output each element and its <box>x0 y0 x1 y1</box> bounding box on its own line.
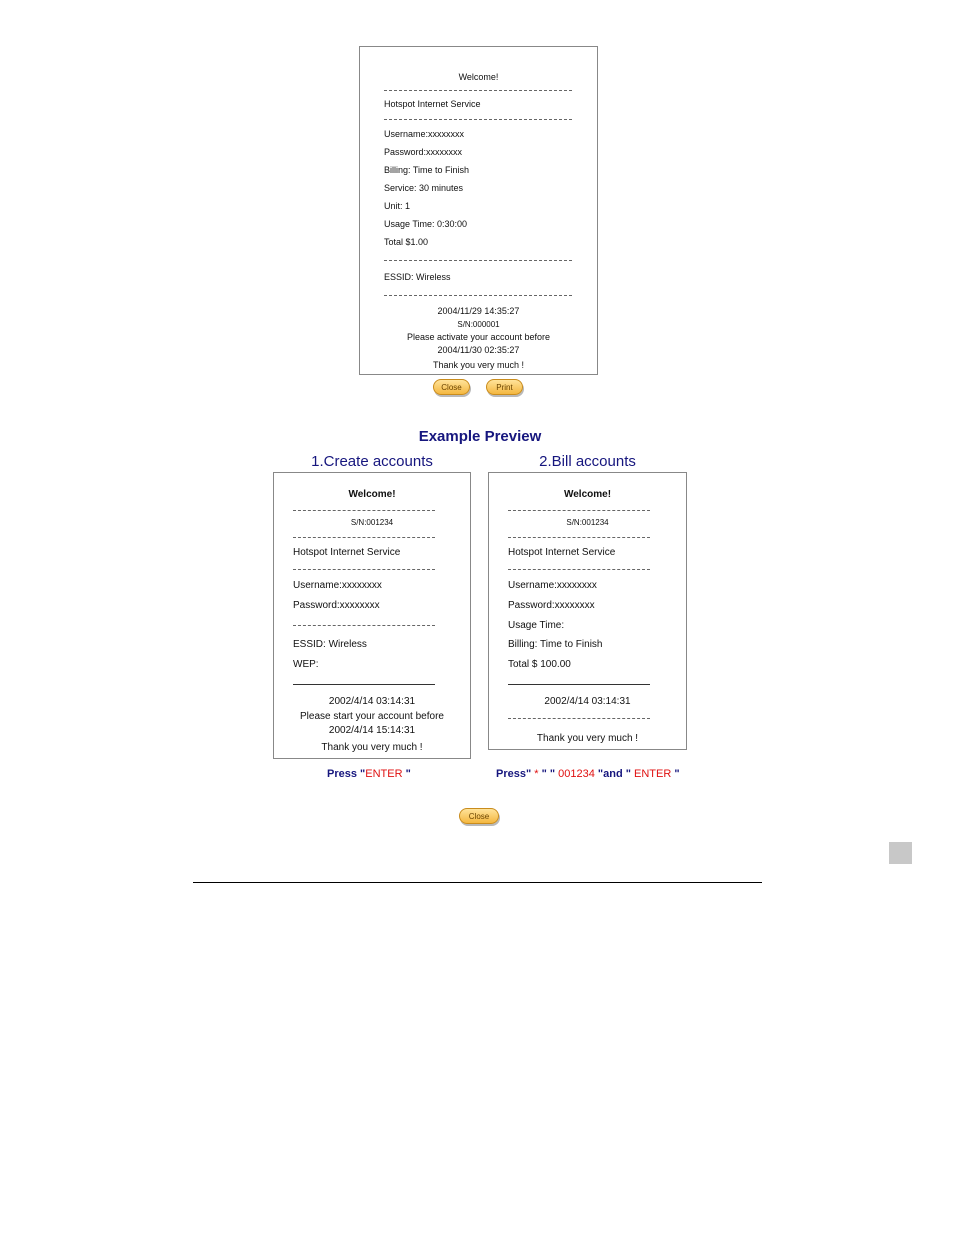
create-username: Username:xxxxxxxx <box>293 580 382 591</box>
receipt-service: Hotspot Internet Service <box>384 99 481 109</box>
create-deadline: 2002/4/14 15:14:31 <box>328 725 416 736</box>
create-instruction <box>327 768 411 780</box>
bill-datetime: 2002/4/14 03:14:31 <box>544 696 631 707</box>
receipt-thanks: Thank you very much ! <box>432 360 525 370</box>
create-welcome: Welcome! <box>348 489 396 500</box>
enter-key-label: ENTER <box>630 768 672 780</box>
instr-text: " <box>671 768 680 780</box>
print-button[interactable]: Print <box>486 379 523 395</box>
bill-username: Username:xxxxxxxx <box>508 580 597 591</box>
instr-text: "and " <box>594 768 631 780</box>
receipt-preview <box>359 46 598 375</box>
receipt-datetime: 2004/11/29 14:35:27 <box>437 306 520 316</box>
divider <box>293 569 435 570</box>
close-button[interactable]: Close <box>433 379 470 395</box>
divider <box>508 684 650 685</box>
divider <box>293 684 435 685</box>
horizontal-rule <box>193 882 762 883</box>
create-notice: Please start your account before <box>300 711 444 722</box>
create-serial: S/N:001234 <box>350 518 394 527</box>
receipt-username: Username:xxxxxxxx <box>384 129 465 139</box>
create-service: Hotspot Internet Service <box>293 547 401 558</box>
divider <box>293 537 435 538</box>
bill-accounts-ticket <box>488 472 687 750</box>
divider <box>384 119 572 120</box>
receipt-billing: Billing: Time to Finish <box>384 165 470 175</box>
divider <box>508 510 650 511</box>
receipt-service-time: Service: 30 minutes <box>384 183 464 193</box>
divider <box>384 260 572 261</box>
receipt-total: Total $1.00 <box>384 237 429 247</box>
create-accounts-heading: 1.Create accounts <box>311 453 433 470</box>
star-key-label: * <box>534 768 539 780</box>
page-marker <box>889 842 912 864</box>
bill-serial: S/N:001234 <box>566 518 609 527</box>
divider <box>293 510 435 511</box>
create-accounts-ticket <box>273 472 471 759</box>
receipt-essid: ESSID: Wireless <box>384 272 451 282</box>
receipt-serial: S/N:000001 <box>457 320 500 329</box>
instr-text: Press" <box>496 768 535 780</box>
bill-thanks: Thank you very much ! <box>536 733 639 744</box>
divider <box>384 295 572 296</box>
create-thanks: Thank you very much ! <box>321 742 423 753</box>
create-wep: WEP: <box>293 659 319 670</box>
create-essid: ESSID: Wireless <box>293 639 367 650</box>
receipt-password: Password:xxxxxxxx <box>384 147 463 157</box>
enter-key-label: ENTER <box>365 768 403 780</box>
receipt-usage-time: Usage Time: 0:30:00 <box>384 219 468 229</box>
instr-text: " <box>402 768 411 780</box>
bill-total: Total $ 100.00 <box>508 659 571 670</box>
preview-title: Example Preview <box>418 428 542 445</box>
preview-close-button[interactable]: Close <box>459 808 499 824</box>
bill-usage-time: Usage Time: <box>508 620 565 631</box>
instr-text: " " <box>538 768 556 780</box>
bill-instruction <box>496 768 680 780</box>
create-datetime: 2002/4/14 03:14:31 <box>328 696 416 707</box>
receipt-activate-notice: Please activate your account before <box>406 332 551 342</box>
divider <box>508 537 650 538</box>
receipt-unit: Unit: 1 <box>384 201 411 211</box>
instr-text: Press " <box>327 768 366 780</box>
bill-accounts-heading: 2.Bill accounts <box>539 453 636 470</box>
bill-service: Hotspot Internet Service <box>508 547 616 558</box>
bill-password: Password:xxxxxxxx <box>508 600 595 611</box>
divider <box>508 569 650 570</box>
receipt-welcome: Welcome! <box>458 72 499 82</box>
divider <box>384 90 572 91</box>
bill-welcome: Welcome! <box>563 489 612 500</box>
divider <box>293 625 435 626</box>
receipt-activate-deadline: 2004/11/30 02:35:27 <box>437 345 520 355</box>
serial-key-label: 001234 <box>555 768 595 780</box>
bill-billing: Billing: Time to Finish <box>508 639 603 650</box>
create-password: Password:xxxxxxxx <box>293 600 380 611</box>
divider <box>508 718 650 719</box>
